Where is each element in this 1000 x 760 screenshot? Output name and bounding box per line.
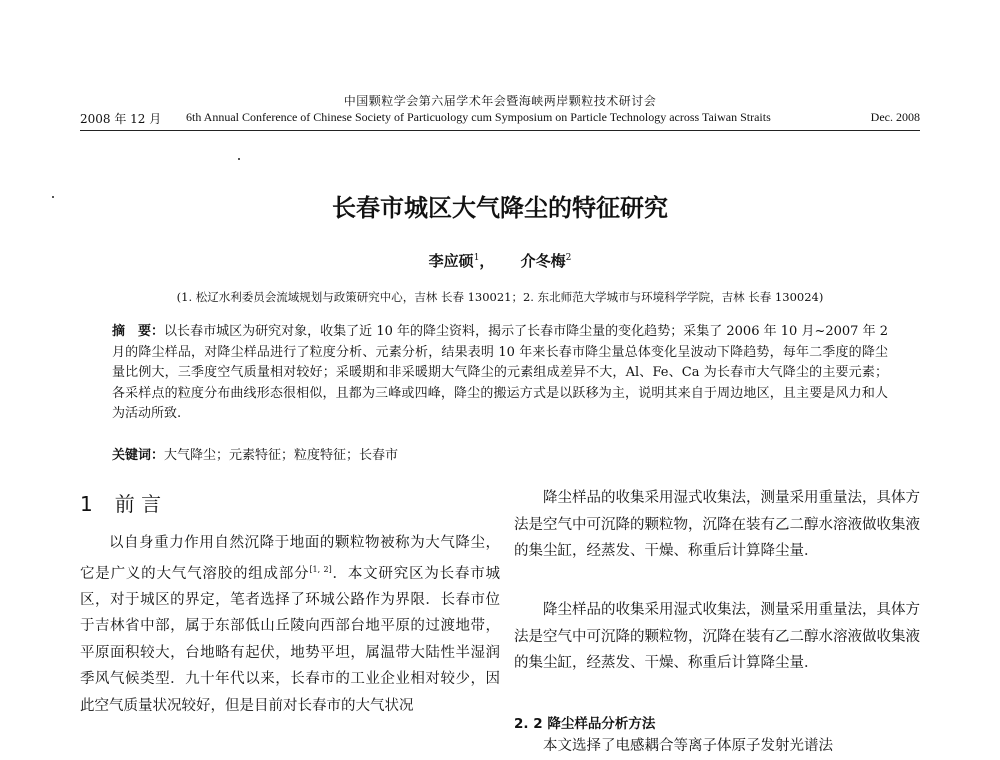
conference-title-cn: 中国颗粒学会第六届学术年会暨海峡两岸颗粒技术研讨会 [343, 94, 657, 108]
abstract [112, 322, 888, 425]
author-1-affil-mark: 1 [473, 253, 480, 263]
section-title: 前 言 [114, 492, 162, 516]
subsection-2-2-heading: 2. 2 降尘样品分析方法 [514, 716, 656, 732]
scan-speck [238, 158, 240, 160]
right-column-paragraph-2 [514, 597, 920, 677]
header-date-cn: 2008 年 12 月 [80, 112, 162, 126]
intro-text-a: 以自身重力作用自然沉降于地面的颗粒物被称为大气降尘，它是广义的大气气溶胶的组成部分 [80, 535, 500, 582]
left-column-text [80, 530, 500, 719]
author-1: 李应硕 [428, 252, 474, 270]
affiliations: (1. 松辽水利委员会流域规划与政策研究中心，吉林 长春 130021；2. 东北师范大学城市与环境科学学院，吉林 长春 130024) [176, 290, 824, 304]
abstract-label: 摘 要： [112, 324, 165, 339]
right-column-paragraph-1 [514, 485, 920, 565]
section-1-heading [80, 488, 161, 517]
keywords-text: 大气降尘；元素特征；粒度特征；长春市 [164, 448, 399, 463]
author-2: 介冬梅 [520, 252, 566, 270]
citation: [1, 2] [309, 564, 332, 574]
collection-method-paragraph: 降尘样品的收集采用湿式收集法，测量采用重量法，具体方法是空气中可沉降的颗粒物，沉降在装有乙二醇水溶液做收集液的集尘缸，经蒸发、干燥、称重后计算降尘量． [514, 490, 920, 559]
abstract-text: 以长春市城区为研究对象，收集了近 10 年的降尘资料，揭示了长春市降尘量的变化趋势；采集了 2006 年 10 月~2007 年 2 月的降尘样品，对降尘样品进行了粒度分析、元素分析，结果表明 10 年来长春市降尘量总体变化呈波动下降趋势，每年二季度的降尘量比例大，三季度空气质量相对较好；采暖期和非采暖期大气降尘的元素组成差异不大，Al、Fe、Ca 为长春市大气降尘的主要元素；各采样点的粒度分布曲线形态很相似，且都为三峰或四峰，降尘的搬运方式是以跃移为主，说明其来自于周边地区，且主要是风力和人为活动所致. [112, 324, 888, 421]
authors [0, 250, 1000, 271]
author-2-affil-mark: 2 [565, 253, 572, 263]
header-date-en: Dec. 2008 [870, 110, 920, 124]
section-number: 1 [80, 492, 93, 516]
header-rule [80, 130, 920, 131]
header-conference-en: 6th Annual Conference of Chinese Society of Particuology cum Symposium on Particle Technology across Taiwan Straits [186, 110, 771, 124]
keywords [112, 444, 888, 463]
intro-text-b: ．本文研究区为长春市城区，对于城区的界定，笔者选择了环城公路作为界限．长春市位于吉林省中部，属于东部低山丘陵向西部台地平原的过渡地带，平原面积较大，台地略有起伏，地势平坦，属温带大陆性半湿润季风气候类型．九十年代以来，长春市的工业企业相对较少，因此空气质量状况较好，但是目前对长春市的大气状况 [80, 565, 501, 714]
right-column-paragraph-3 [514, 733, 920, 760]
intro-paragraph [80, 530, 500, 719]
keywords-label: 关键词： [112, 448, 165, 463]
analysis-method-paragraph: 本文选择了电感耦合等离子体原子发射光谱法 [543, 738, 833, 754]
running-header [80, 110, 920, 128]
collection-method-paragraph-repeat: 降尘样品的收集采用湿式收集法，测量采用重量法，具体方法是空气中可沉降的颗粒物，沉降在装有乙二醇水溶液做收集液的集尘缸，经蒸发、干燥、称重后计算降尘量． [514, 602, 920, 671]
paper-title: 长春市城区大气降尘的特征研究 [332, 194, 668, 222]
author-separator: ， [479, 252, 495, 270]
